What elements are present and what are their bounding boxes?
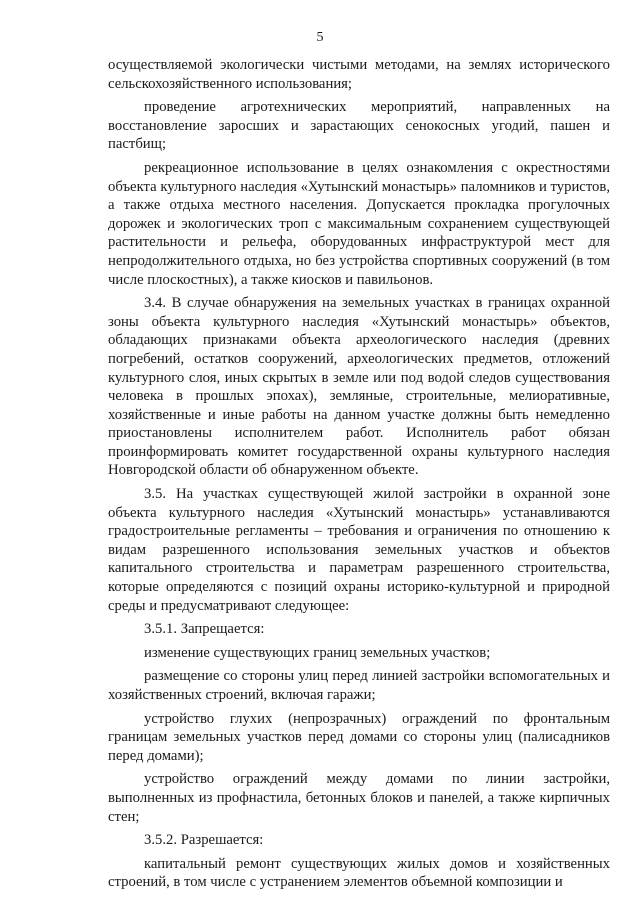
paragraph-prohibit-outbuildings: размещение со стороны улиц перед линией застройки вспомогательных и хозяйственных строений, включая гаражи; xyxy=(108,668,610,703)
paragraph-3-5-1-heading: 3.5.1. Запрещается: xyxy=(144,621,265,638)
paragraph-agrotechnical: проведение агротехнических мероприятий, направленных на восстановление заросших и зарастающих сенокосных угодий, пашен и пастбищ; xyxy=(108,99,610,153)
paragraph-prohibit-solid-fences: устройство глухих (непрозрачных) ограждений по фронтальным границам земельных участков перед домами со стороны улиц (палисадников перед домами); xyxy=(108,710,610,764)
paragraph-recreational-use: рекреационное использование в целях ознакомления с окрестностями объекта культурного наследия «Хутынский монастырь» паломников и туристов, а также отдыха местного населения. Допускается прокладка прогулочных дорожек и экологических троп с максимальным сохранением существующей растительности и рельефа, оборудованных инфраструктурой мест для непродолжительного отдыха, но без устройства спортивных сооружений (в том числе плоскостных), а также киосков и павильонов. xyxy=(108,159,610,288)
paragraph-3-4: 3.4. В случае обнаружения на земельных участках в границах охранной зоны объекта культурного наследия «Хутынский монастырь» объектов, обладающих признаками объекта археологического наследия (древних погребений, остатков сооружений, археологических предметов, отложений культурного слоя, иных скрытых в земле или под водой следов существования человека в прошлых эпохах), земляные, строительные, мелиоративные, хозяйственные и иные работы на данном участке должны быть немедленно приостановлены исполнителем работ. Исполнитель работ обязан проинформировать комитет государственной охраны культурного наследия Новгородской области об обнаруженном объекте. xyxy=(108,295,610,479)
document-body xyxy=(108,56,610,892)
paragraph-continuation: осуществляемой экологически чистыми методами, на землях исторического сельскохозяйственного использования; xyxy=(108,57,610,92)
paragraph-3-5: 3.5. На участках существующей жилой застройки в охранной зоне объекта культурного наследия «Хутынский монастырь» устанавливаются градостроительные регламенты – требования и ограничения по отношению к видам разрешенного использования земельных участков и объектов капитального строительства и параметрам разрешенного строительства, которые определяются с позиций охраны историко-культурной и природной среды и предусматривают следующее: xyxy=(108,486,610,614)
paragraph-prohibit-boundaries: изменение существующих границ земельных участков; xyxy=(144,644,491,661)
paragraph-3-5-2-heading: 3.5.2. Разрешается: xyxy=(144,832,264,849)
paragraph-permit-repair: капитальный ремонт существующих жилых домов и хозяйственных строений, в том числе с устранением элементов объемной композиции и xyxy=(108,855,610,891)
page-number: 5 xyxy=(316,30,324,45)
paragraph-prohibit-fence-materials: устройство ограждений между домами по линии застройки, выполненных из профнастила, бетонных блоков и панелей, а также кирпичных стен; xyxy=(108,771,610,825)
